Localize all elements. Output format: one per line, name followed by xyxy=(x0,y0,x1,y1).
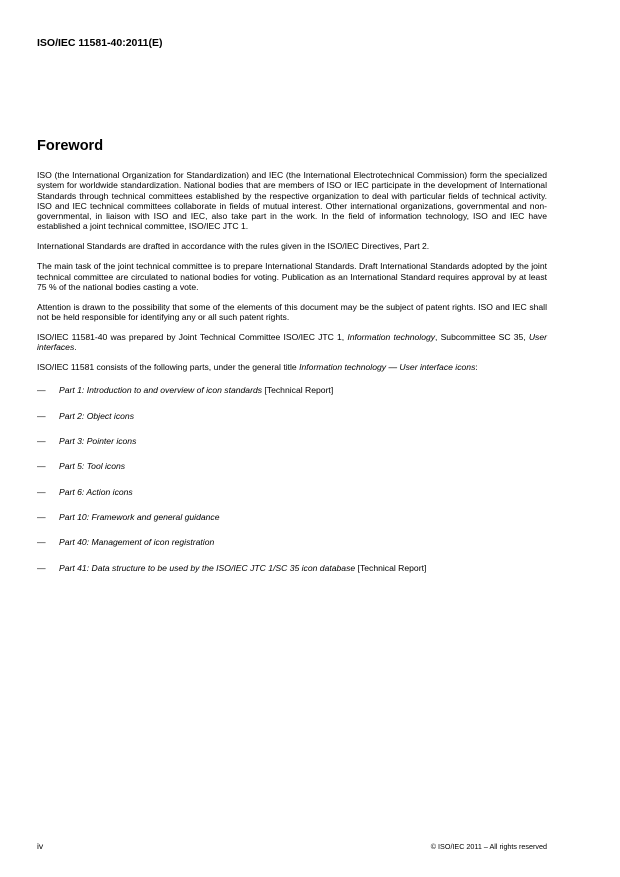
dash-bullet: — xyxy=(37,537,46,548)
part-title: Part 1: Introduction to and overview of icon standards xyxy=(59,385,263,396)
list-item xyxy=(37,385,547,395)
copyright-notice: © ISO/IEC 2011 – All rights reserved xyxy=(430,842,547,851)
list-item xyxy=(37,436,547,446)
paragraph-patent-rights: Attention is drawn to the possibility that some of the elements of this document may be the subject of patent rights. ISO and IEC shall not be held responsible for identifying any or all such patent rights. xyxy=(37,301,547,323)
committee-title-italic: Information technology xyxy=(347,331,436,342)
list-item xyxy=(37,487,547,497)
part-title: Part 40: Management of icon registration xyxy=(59,537,215,548)
part-suffix: [Technical Report] xyxy=(262,385,334,396)
part-title: Part 10: Framework and general guidance xyxy=(59,511,220,522)
list-item xyxy=(37,563,547,573)
part-suffix: [Technical Report] xyxy=(355,562,427,573)
prepared-by-text-mid: , Subcommittee SC 35, xyxy=(435,331,529,342)
part-title: Part 5: Tool icons xyxy=(59,461,126,472)
page-title: Foreword xyxy=(37,138,104,154)
page-number: iv xyxy=(37,841,44,851)
list-item xyxy=(37,537,547,547)
parts-list xyxy=(37,385,547,572)
dash-bullet: — xyxy=(37,436,46,447)
parts-intro-end: : xyxy=(475,362,478,373)
general-title-italic: Information technology — User interface icons xyxy=(299,362,476,373)
paragraph-main-task: The main task of the joint technical committee is to prepare International Standards. Draft International Standards adopted by the joint technical committee are circulated to national bodies for voting. Publication as an International Standard requires approval by at least 75 % of the national bodies casting a vote. xyxy=(37,261,547,292)
foreword-body xyxy=(37,170,547,588)
part-title: Part 41: Data structure to be used by the ISO/IEC JTC 1/SC 35 icon database xyxy=(59,562,356,573)
dash-bullet: — xyxy=(37,486,46,497)
part-title: Part 2: Object icons xyxy=(59,410,134,421)
paragraph-prepared-by xyxy=(37,332,547,353)
dash-bullet: — xyxy=(37,511,46,522)
part-title: Part 6: Action icons xyxy=(59,486,133,497)
dash-bullet: — xyxy=(37,461,46,472)
prepared-by-text-end: . xyxy=(74,342,77,353)
paragraph-parts-intro xyxy=(37,362,547,372)
dash-bullet: — xyxy=(37,562,46,573)
list-item xyxy=(37,512,547,522)
prepared-by-text: ISO/IEC 11581-40 was prepared by Joint Technical Committee ISO/IEC JTC 1, xyxy=(37,331,348,342)
paragraph-directives: International Standards are drafted in accordance with the rules given in the ISO/IEC Directives, Part 2. xyxy=(37,241,430,252)
document-id-header: ISO/IEC 11581-40:2011(E) xyxy=(37,37,163,49)
dash-bullet: — xyxy=(37,385,46,396)
subcommittee-title-italic: User interfaces xyxy=(37,331,547,353)
parts-intro-text: ISO/IEC 11581 consists of the following parts, under the general title xyxy=(37,362,300,373)
paragraph-organizations: ISO (the International Organization for Standardization) and IEC (the International Electrotechnical Commission) form the specialized system for worldwide standardization. National bodies that are members of ISO or IEC participate in the development of International Standards through technical committees established by the respective organization to deal with particular fields of technical activity. ISO and IEC technical committees collaborate in fields of mutual interest. Other international organizations, governmental and non-governmental, in liaison with ISO and IEC, also take part in the work. In the field of information technology, ISO and IEC have established a joint technical committee, ISO/IEC JTC 1. xyxy=(37,170,547,232)
dash-bullet: — xyxy=(37,410,46,421)
list-item xyxy=(37,411,547,421)
list-item xyxy=(37,461,547,471)
part-title: Part 3: Pointer icons xyxy=(59,436,137,447)
